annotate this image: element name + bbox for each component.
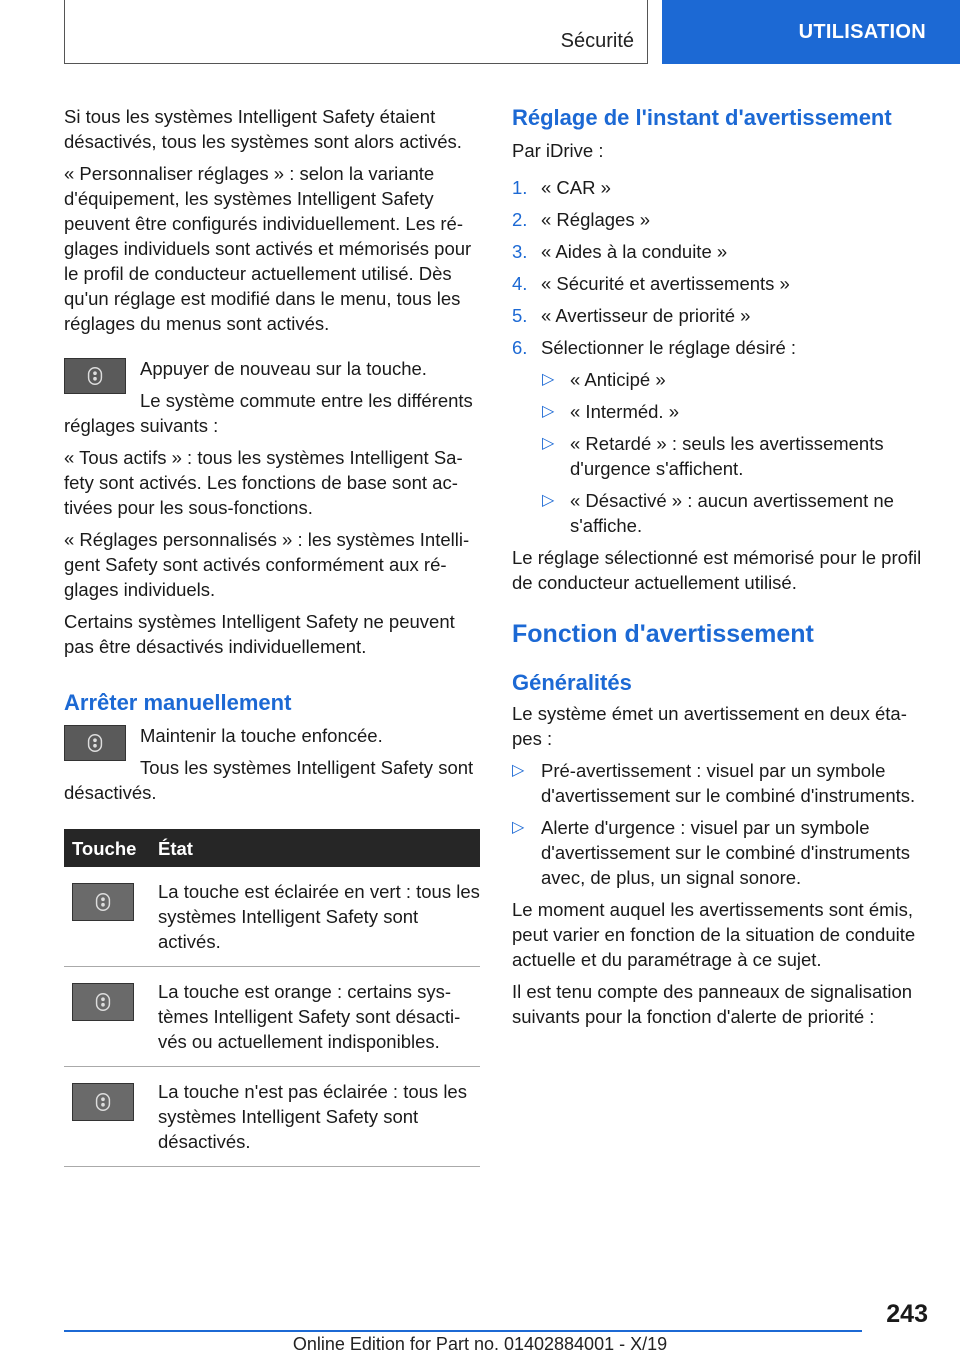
list-item: 1. « CAR » [512, 177, 611, 198]
table-cell-state: La touche n'est pas éclairée : tous les systèmes Intelligent Safety sont désactivés. [150, 1067, 480, 1167]
safety-button-green-icon [72, 883, 134, 921]
triangle-bullet-icon: ▷ [542, 492, 555, 509]
paragraph: Par iDrive : [512, 140, 604, 161]
instruction-text: Tous les systèmes Intelligent Safety sont désactivés. [64, 757, 474, 803]
button-state-table [64, 829, 480, 1167]
list-item: 4. « Sécurité et avertissements » [512, 273, 790, 294]
table-row [64, 967, 480, 1067]
safety-button-off-icon [72, 1083, 134, 1121]
right-column [512, 104, 930, 1036]
safety-button-orange-icon [72, 983, 134, 1021]
chapter-heading: Fonction d'avertissement [512, 620, 814, 648]
list-item: 3. « Aides à la conduite » [512, 241, 728, 262]
instruction-text: Le système commute entre les différents réglages suivants : [64, 390, 473, 436]
section-heading: Réglage de l'instant d'avertissement [512, 105, 892, 130]
safety-button-image [64, 725, 126, 761]
instruction-text: Maintenir la touche enfoncée. [140, 725, 383, 746]
list-item: ▷ Alerte d'urgence : visuel par un symbole d'avertissement sur le combiné d'instruments avec, de plus, un signal sonore. [512, 817, 910, 888]
intelligent-safety-icon [84, 732, 106, 754]
list-item: ▷ « Anticipé » [542, 369, 666, 390]
table-row [64, 867, 480, 967]
paragraph: Le système émet un avertissement en deux étapes : [512, 703, 907, 749]
steps-list [512, 175, 930, 360]
page-number: 243 [886, 1300, 928, 1328]
header-chapter-tab: UTILISATION [662, 0, 960, 64]
intelligent-safety-icon [84, 365, 106, 387]
button-instruction [64, 723, 476, 805]
button-instruction [64, 356, 476, 438]
paragraph: « Tous actifs » : tous les systèmes Intelligent Safety sont activés. Les fonctions de base sont activées pour les sous-fonctions. [64, 447, 463, 518]
table-header-key: Touche [64, 829, 150, 867]
footer-edition: Online Edition for Part no. 01402884001 - X/19 [292, 1334, 668, 1354]
list-item: ▷ « Retardé » : seuls les avertissements d'urgence s'affichent. [542, 433, 884, 479]
paragraph: « Réglages personnalisés » : les systèmes Intelligent Safety sont activés conformément aux réglages individuels. [64, 529, 470, 600]
table-row [64, 1067, 480, 1167]
section-heading: Arrêter manuellement [64, 690, 292, 715]
triangle-bullet-icon: ▷ [512, 762, 525, 779]
options-list [512, 367, 930, 538]
paragraph: Il est tenu compte des panneaux de signalisation suivants pour la fonction d'alerte de priorité : [512, 981, 913, 1027]
triangle-bullet-icon: ▷ [542, 403, 555, 420]
warning-stages-list [512, 758, 930, 890]
paragraph: Certains systèmes Intelligent Safety ne peuvent pas être désactivés individuellement. [64, 611, 455, 657]
list-item: 6. Sélectionner le réglage désiré : [512, 337, 797, 358]
list-item: 2. « Réglages » [512, 209, 651, 230]
safety-button-image [64, 358, 126, 394]
table-cell-state: La touche est orange : certains systèmes Intelligent Safety sont désactivés ou actuellement indisponibles. [150, 967, 480, 1067]
triangle-bullet-icon: ▷ [512, 819, 525, 836]
subsection-heading: Généralités [512, 670, 632, 695]
paragraph: Si tous les systèmes Intelligent Safety étaient désactivés, tous les systèmes sont alors activés. [64, 106, 462, 152]
list-item: ▷ « Interméd. » [542, 401, 680, 422]
header-section-title: Sécurité [560, 30, 634, 52]
triangle-bullet-icon: ▷ [542, 435, 555, 452]
paragraph: Le moment auquel les avertissements sont émis, peut varier en fonction de la situation de conduite actuelle et du paramétrage à ce sujet. [512, 899, 916, 970]
table-header-state: État [150, 829, 480, 867]
list-item: ▷ « Désactivé » : aucun avertissement ne s'affiche. [542, 490, 894, 536]
list-item: 5. « Avertisseur de priorité » [512, 305, 751, 326]
table-cell-state: La touche est éclairée en vert : tous les systèmes Intelligent Safety sont activés. [150, 867, 480, 967]
paragraph: « Personnaliser réglages » : selon la variante d'équipement, les systèmes Intelligent Safety peuvent être configurés individuellement. Les réglages individuels sont activés et mémorisés pour le profil de conducteur actuellement utilisé. Dès qu'un réglage est modifié dans le menu, tous les réglages du menus sont activés. [64, 163, 472, 334]
instruction-text: Appuyer de nouveau sur la touche. [140, 358, 427, 379]
triangle-bullet-icon: ▷ [542, 371, 555, 388]
left-column [64, 104, 480, 1167]
footer-rule [64, 1330, 862, 1332]
list-item: ▷ Pré-avertissement : visuel par un symbole d'avertissement sur le combiné d'instruments. [512, 760, 916, 806]
paragraph: Le réglage sélectionné est mémorisé pour le profil de conducteur actuellement utilisé. [512, 547, 922, 593]
